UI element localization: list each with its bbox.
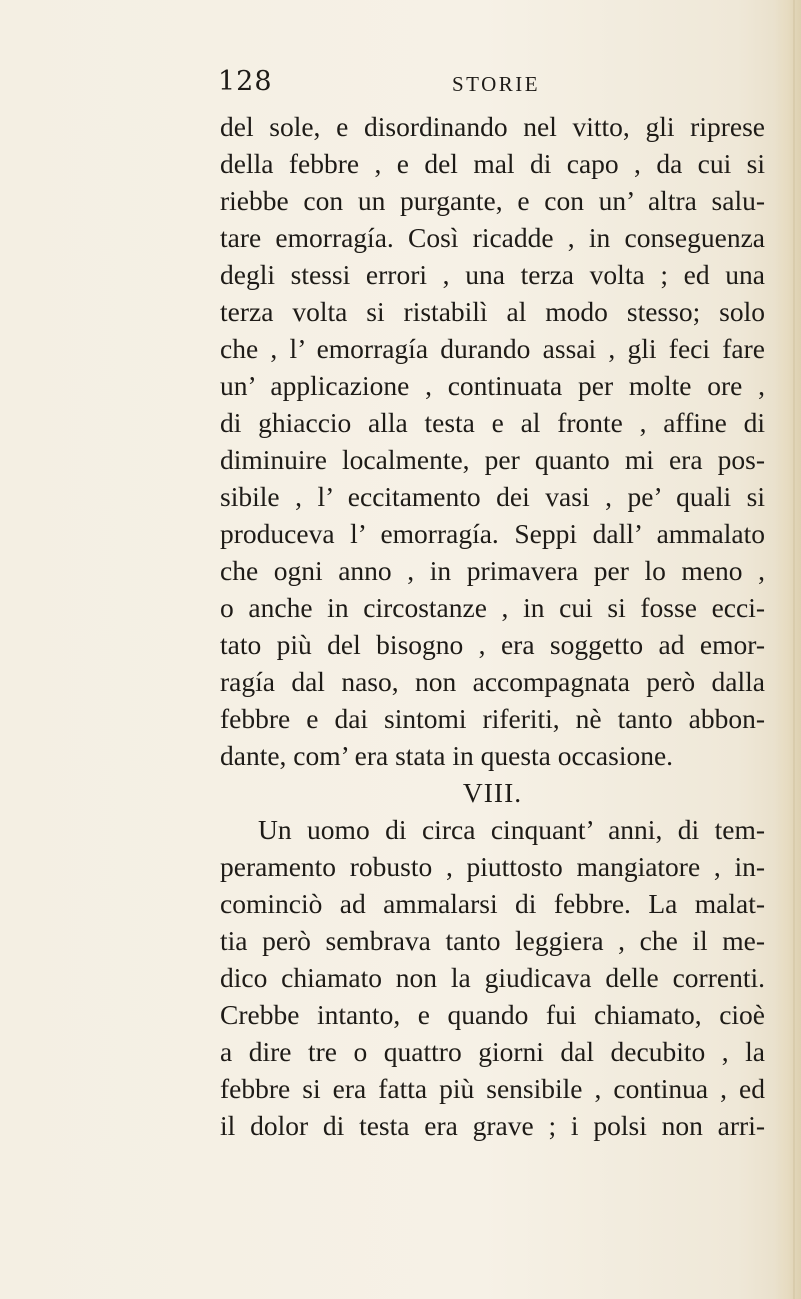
text-line: tato più del bisogno , era soggetto ad emor- <box>220 629 765 660</box>
text-line: riebbe con un purgante, e con un’ altra salu- <box>220 185 765 216</box>
text-line: produceva l’ emorragía. Seppi dall’ ammalato <box>220 518 765 549</box>
page-header <box>0 66 801 106</box>
page-edge-shadow <box>775 0 801 1299</box>
text-line: dico chiamato non la giudicava delle correnti. <box>220 962 765 993</box>
text-line: Crebbe intanto, e quando fui chiamato, cioè <box>220 999 765 1030</box>
text-line: ragía dal naso, non accompagnata però dalla <box>220 666 765 697</box>
page-edge-line <box>793 0 795 1299</box>
section-heading: VIII. <box>462 777 523 808</box>
text-line: febbre e dai sintomi riferiti, nè tanto abbon- <box>220 703 765 734</box>
text-line: cominciò ad ammalarsi di febbre. La malat- <box>220 888 765 919</box>
text-line: febbre si era fatta più sensibile , continua , ed <box>220 1073 765 1104</box>
text-line: o anche in circostanze , in cui si fosse ecci- <box>220 592 765 623</box>
body-text <box>220 108 765 1144</box>
text-line: degli stessi errori , una terza volta ; ed una <box>220 259 765 290</box>
text-line: del sole, e disordinando nel vitto, gli riprese <box>220 111 765 142</box>
text-line: che ogni anno , in primavera per lo meno , <box>220 555 765 586</box>
text-line: Un uomo di circa cinquant’ anni, di tem- <box>258 814 765 845</box>
text-line: tia però sembrava tanto leggiera , che il me- <box>220 925 765 956</box>
text-line: della febbre , e del mal di capo , da cui si <box>220 148 765 179</box>
text-line: sibile , l’ eccitamento dei vasi , pe’ quali si <box>220 481 765 512</box>
text-line: diminuire localmente, per quanto mi era pos- <box>220 444 765 475</box>
text-line: tare emorragía. Così ricadde , in conseguenza <box>220 222 765 253</box>
text-line: peramento robusto , piuttosto mangiatore , in- <box>220 851 765 882</box>
text-line: dante, com’ era stata in questa occasione. <box>220 740 674 771</box>
text-line: a dire tre o quattro giorni dal decubito , la <box>220 1036 765 1067</box>
text-line: che , l’ emorragía durando assai , gli feci fare <box>220 333 765 364</box>
running-head: STORIE <box>452 72 541 96</box>
text-line: un’ applicazione , continuata per molte ore , <box>220 370 765 401</box>
text-line: terza volta si ristabilì al modo stesso; solo <box>220 296 765 327</box>
text-line: il dolor di testa era grave ; i polsi non arri- <box>220 1110 765 1141</box>
text-line: di ghiaccio alla testa e al fronte , affine di <box>220 407 765 438</box>
page-number: 128 <box>218 66 273 97</box>
